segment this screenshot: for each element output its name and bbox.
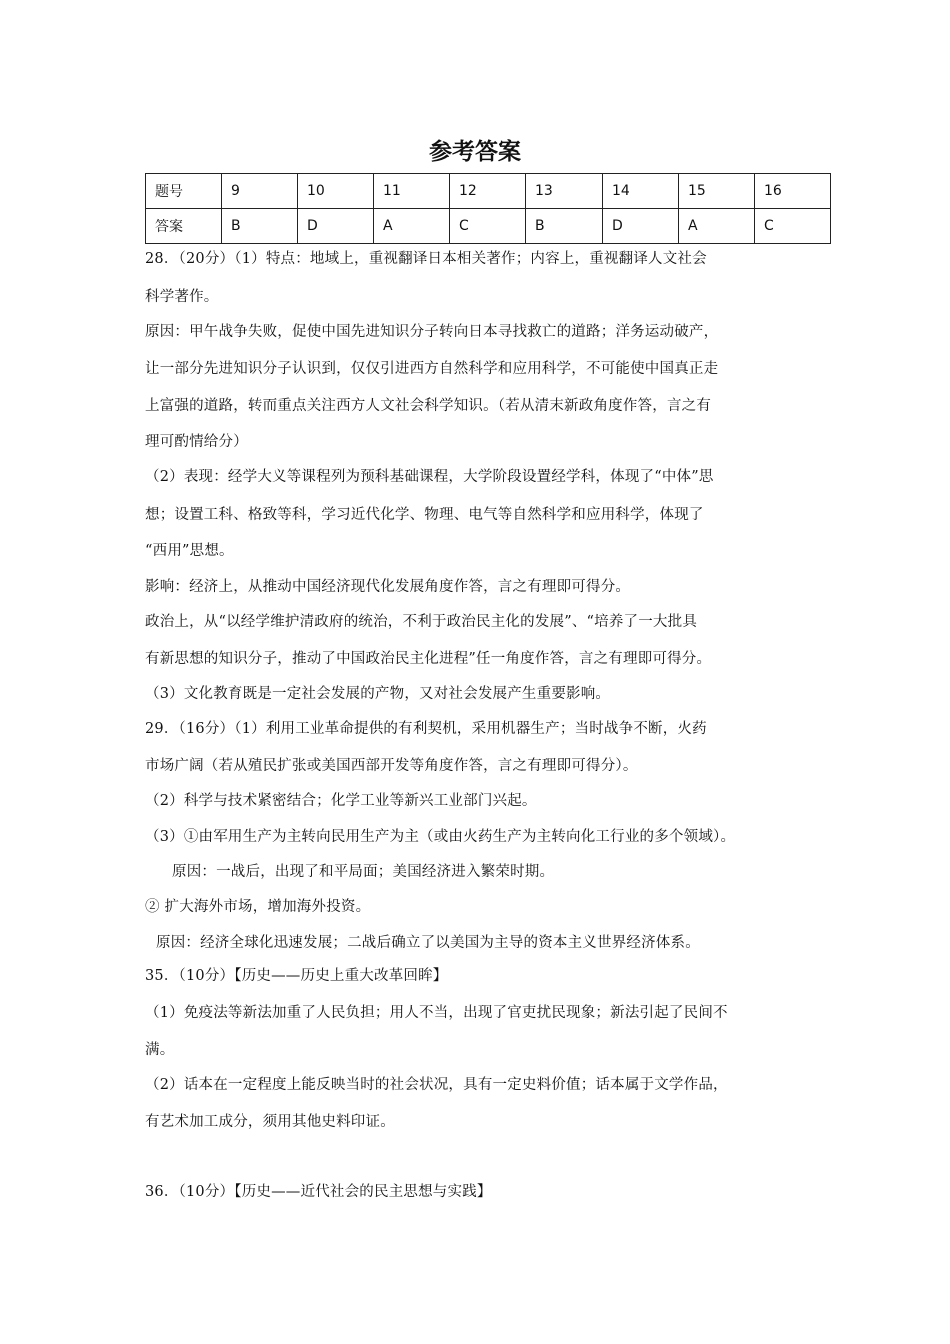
page-title: 参考答案 <box>429 139 521 165</box>
paragraph-line: （2）表现：经学大义等课程列为预科基础课程，大学阶段设置经学科，体现了“中体”思 <box>145 469 714 485</box>
paragraph-line: 政治上，从“以经学维护清政府的统治，不利于政治民主化的发展”、“培养了一大批具 <box>145 614 698 630</box>
paragraph-line: 想；设置工科、格致等科，学习近代化学、物理、电气等自然科学和应用科学，体现了 <box>145 507 704 523</box>
paragraph-line: 满。 <box>145 1042 175 1058</box>
table-cell: B <box>526 209 603 244</box>
paragraph-line: 让一部分先进知识分子认识到，仅仅引进西方自然科学和应用科学，不可能使中国真正走 <box>145 361 719 377</box>
table-cell: 15 <box>679 174 755 209</box>
table-cell: D <box>603 209 679 244</box>
table-cell: B <box>222 209 298 244</box>
paragraph-line: ② 扩大海外市场，增加海外投资。 <box>145 899 371 915</box>
paragraph-line: 影响：经济上，从推动中国经济现代化发展角度作答，言之有理即可得分。 <box>145 579 631 595</box>
paragraph-line: 有新思想的知识分子，推动了中国政治民主化进程”任一角度作答，言之有理即可得分。 <box>145 651 712 667</box>
table-cell: C <box>450 209 526 244</box>
table-cell: 14 <box>603 174 679 209</box>
paragraph-line: “西用”思想。 <box>145 543 234 559</box>
table-cell: 10 <box>298 174 374 209</box>
paragraph-line: 理可酌情给分） <box>145 434 248 450</box>
table-cell: 16 <box>755 174 831 209</box>
paragraph-line: 35．（10分）【历史——历史上重大改革回眸】 <box>145 968 448 984</box>
table-cell: A <box>374 209 450 244</box>
paragraph-line: （3）文化教育既是一定社会发展的产物，又对社会发展产生重要影响。 <box>145 686 611 702</box>
paragraph-line: （2）科学与技术紧密结合；化学工业等新兴工业部门兴起。 <box>145 793 537 809</box>
paragraph-line: （3）①由军用生产为主转向民用生产为主（或由火药生产为主转向化工行业的多个领域）。 <box>145 829 736 845</box>
paragraph-line: 原因：经济全球化迅速发展；二战后确立了以美国为主导的资本主义世界经济体系。 <box>156 935 700 951</box>
table-row-answers <box>146 209 831 244</box>
table-cell: C <box>755 209 831 244</box>
table-row-question-numbers <box>146 174 831 209</box>
paragraph-line: 36．（10分）【历史——近代社会的民主思想与实践】 <box>145 1184 492 1200</box>
paragraph-line: 28．（20分）（1）特点：地域上，重视翻译日本相关著作；内容上，重视翻译人文社会 <box>145 251 707 267</box>
table-cell: 答案 <box>146 209 222 244</box>
paragraph-line: 科学著作。 <box>145 289 219 305</box>
paragraph-line: 上富强的道路，转而重点关注西方人文社会科学知识。（若从清末新政角度作答，言之有 <box>145 398 712 414</box>
paragraph-line: 29．（16分）（1）利用工业革命提供的有利契机，采用机器生产；当时战争不断，火药 <box>145 721 707 737</box>
paragraph-line: （2）话本在一定程度上能反映当时的社会状况，具有一定史料价值；话本属于文学作品， <box>145 1077 728 1093</box>
paragraph-line: 原因：甲午战争失败，促使中国先进知识分子转向日本寻找救亡的道路；洋务运动破产， <box>145 324 719 340</box>
paragraph-line: 有艺术加工成分，须用其他史料印证。 <box>145 1114 395 1130</box>
paragraph-line: 原因：一战后，出现了和平局面；美国经济进入繁荣时期。 <box>172 864 555 880</box>
table-cell: A <box>679 209 755 244</box>
table-cell: 11 <box>374 174 450 209</box>
table-cell: D <box>298 209 374 244</box>
table-cell: 9 <box>222 174 298 209</box>
table-cell: 题号 <box>146 174 222 209</box>
answer-table <box>145 173 831 244</box>
paragraph-line: （1）免疫法等新法加重了人民负担；用人不当，出现了官吏扰民现象；新法引起了民间不 <box>145 1005 728 1021</box>
paragraph-line: 市场广阔（若从殖民扩张或美国西部开发等角度作答，言之有理即可得分）。 <box>145 758 638 774</box>
table-cell: 12 <box>450 174 526 209</box>
table-cell: 13 <box>526 174 603 209</box>
